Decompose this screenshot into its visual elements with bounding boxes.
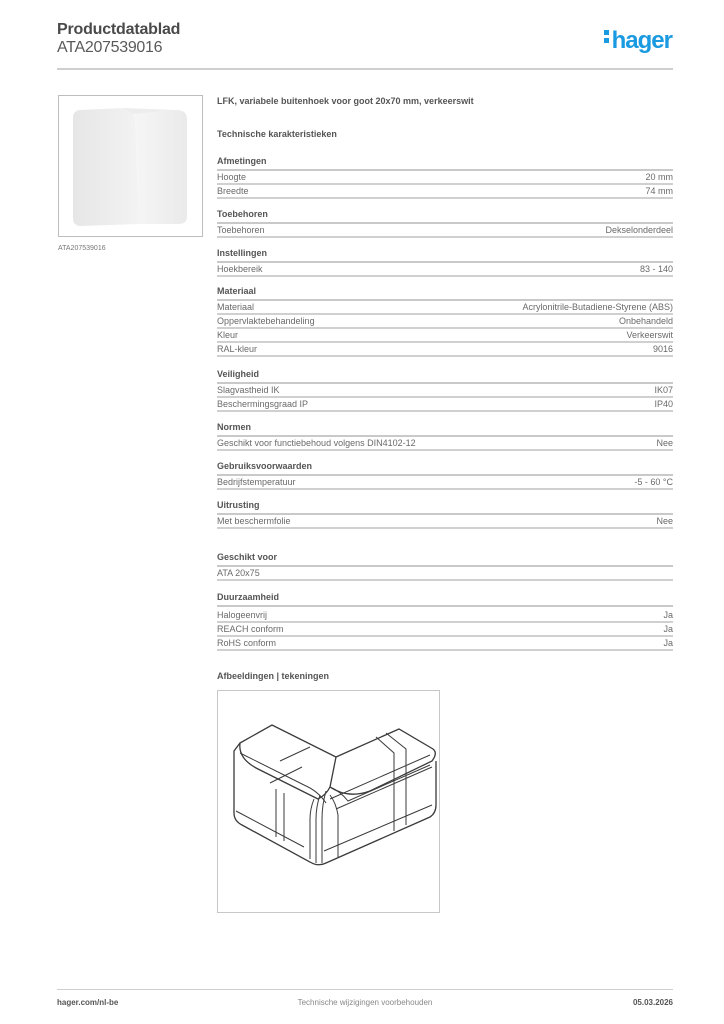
spec-row: [217, 637, 673, 651]
spec-row: [217, 476, 673, 490]
section-title: Gebruiksvoorwaarden: [217, 461, 673, 476]
section-title: Materiaal: [217, 286, 673, 301]
section-toebehoren: [217, 209, 673, 238]
spec-row: [217, 329, 673, 343]
spec-label: Materiaal: [217, 302, 255, 312]
section-instellingen: [217, 248, 673, 277]
product-thumbnail: [58, 95, 203, 237]
section-materiaal: [217, 286, 673, 357]
section-title: Veiligheid: [217, 369, 673, 384]
footer-website-link[interactable]: hager.com/nl-be: [57, 998, 119, 1007]
spec-label: REACH conform: [217, 624, 284, 634]
spec-label: Oppervlaktebehandeling: [217, 316, 315, 326]
technical-drawing-frame: [217, 690, 440, 913]
spec-value: IK07: [654, 385, 673, 395]
section-duurzaamheid: [217, 592, 673, 651]
spec-label: Bedrijfstemperatuur: [217, 477, 296, 487]
spec-row: [217, 384, 673, 398]
spec-value: 20 mm: [645, 172, 673, 182]
spec-value: Acrylonitrile-Butadiene-Styrene (ABS): [522, 302, 673, 312]
section-uitrusting: [217, 500, 673, 529]
section-title: Instellingen: [217, 248, 673, 263]
spec-value: Ja: [663, 638, 673, 648]
spec-row: [217, 315, 673, 329]
spec-row: [217, 609, 673, 623]
spec-label: Kleur: [217, 330, 239, 340]
spec-label: Hoekbereik: [217, 264, 263, 274]
section-gebruiksvoorwaarden: [217, 461, 673, 490]
spec-label: Beschermingsgraad IP: [217, 399, 309, 409]
header-divider: [57, 68, 673, 70]
tech-characteristics-title: Technische karakteristieken: [217, 129, 337, 139]
section-afbeeldingen: [217, 671, 673, 682]
section-normen: [217, 422, 673, 451]
spec-label: RoHS conform: [217, 638, 277, 648]
drawings-title: Afbeeldingen | tekeningen: [217, 671, 330, 681]
page-header: [57, 20, 673, 57]
spec-value: 9016: [652, 344, 673, 354]
article-number: ATA207539016: [57, 39, 163, 56]
spec-value: Ja: [663, 610, 673, 620]
spec-value: Onbehandeld: [618, 316, 673, 326]
section-title: Duurzaamheid: [217, 592, 673, 607]
section-title: Geschikt voor: [217, 552, 673, 567]
spec-row: [217, 224, 673, 238]
spec-label: Geschikt voor functiebehoud volgens DIN4102-12: [217, 438, 416, 448]
spec-label: Breedte: [217, 186, 249, 196]
spec-label: Halogeenvrij: [217, 610, 268, 620]
spec-value: Nee: [656, 438, 673, 448]
section-title: Normen: [217, 422, 673, 437]
spec-row: [217, 515, 673, 529]
spec-row: [217, 171, 673, 185]
footer-disclaimer: Technische wijzigingen voorbehouden: [297, 998, 433, 1007]
footer-divider: [57, 989, 673, 990]
section-afmetingen: [217, 156, 673, 199]
spec-value: Verkeerswit: [626, 330, 673, 340]
spec-value: -5 - 60 °C: [634, 477, 673, 487]
spec-value: Ja: [663, 624, 673, 634]
spec-row: [217, 185, 673, 199]
spec-value: IP40: [654, 399, 673, 409]
logo-dots-icon: [604, 27, 610, 46]
product-summary: [217, 96, 673, 140]
section-title: Uitrusting: [217, 500, 673, 515]
spec-value: Dekselonderdeel: [605, 225, 673, 235]
section-veiligheid: [217, 369, 673, 412]
spec-label: Hoogte: [217, 172, 247, 182]
spec-row: [217, 301, 673, 315]
technical-drawing-icon: [218, 691, 439, 912]
section-title: Afmetingen: [217, 156, 673, 171]
spec-label: Met beschermfolie: [217, 516, 291, 526]
spec-row: [217, 263, 673, 277]
spec-row: [217, 623, 673, 637]
spec-label: Toebehoren: [217, 225, 265, 235]
footer-date: 05.03.2026: [632, 998, 673, 1007]
document-title: Productdatablad: [57, 21, 181, 38]
spec-value: 74 mm: [645, 186, 673, 196]
product-name: LFK, variabele buitenhoek voor goot 20x70 mm, verkeerswit: [217, 96, 474, 106]
spec-row: [217, 437, 673, 451]
spec-value: Nee: [656, 516, 673, 526]
section-title: Toebehoren: [217, 209, 673, 224]
thumbnail-caption: ATA207539016: [58, 245, 106, 252]
spec-row: [217, 567, 673, 581]
spec-row: [217, 398, 673, 412]
spec-label: RAL-kleur: [217, 344, 258, 354]
spec-label: ATA 20x75: [217, 568, 260, 578]
spec-label: Slagvastheid IK: [217, 385, 280, 395]
spec-row: [217, 343, 673, 357]
section-geschikt-voor: [217, 552, 673, 581]
brand-name: hager: [611, 27, 672, 54]
hager-logo: [604, 28, 672, 54]
product-photo-icon: [67, 104, 195, 230]
spec-value: 83 - 140: [639, 264, 673, 274]
